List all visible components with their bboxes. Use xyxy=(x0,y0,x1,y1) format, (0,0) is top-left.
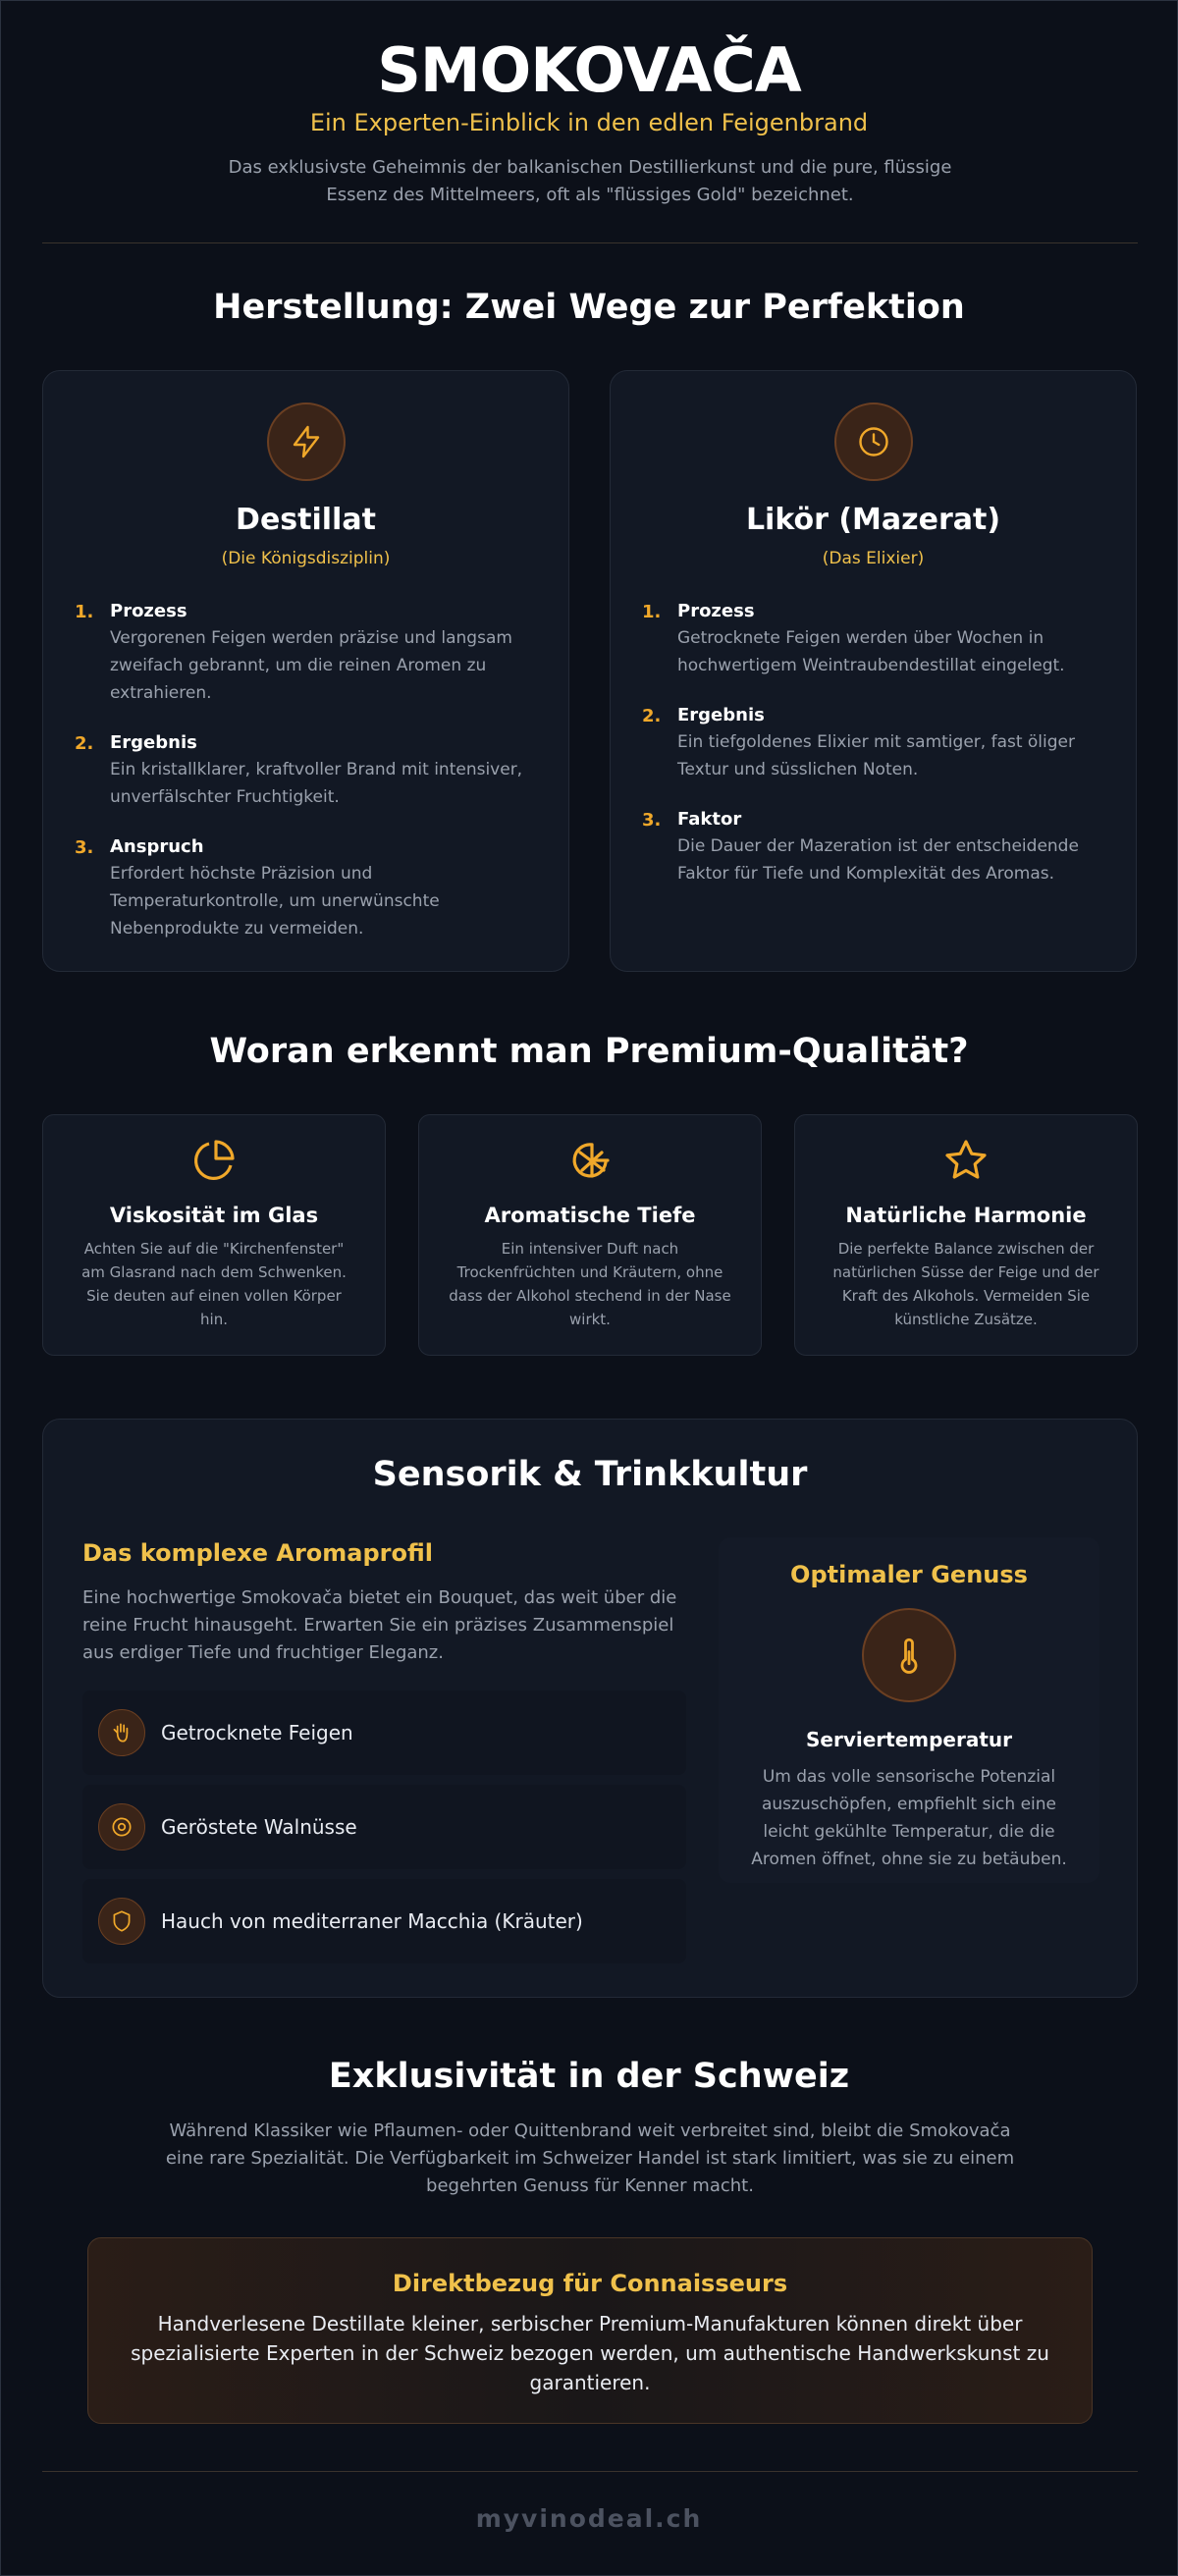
quality-card-title: Aromatische Tiefe xyxy=(484,1204,696,1227)
switzerland-title: Exklusivität in der Schweiz xyxy=(328,2057,850,2096)
step-item xyxy=(75,834,541,942)
quality-card-title: Viskosität im Glas xyxy=(109,1204,319,1227)
step-text: Ein kristallklarer, kraftvoller Brand mit intensiver, unverfälschter Fruchtigkeit. xyxy=(110,760,523,807)
hand-icon xyxy=(98,1709,145,1756)
step-item xyxy=(75,599,541,707)
step-heading: Anspruch xyxy=(110,836,204,857)
pie-chart-icon xyxy=(190,1137,238,1188)
quality-card-text: Achten Sie auf die "Kirchenfenster" am Glasrand nach dem Schwenken. Sie deuten auf einen vollen Körper hin. xyxy=(81,1240,347,1328)
production-card-title: Destillat xyxy=(236,503,376,537)
quality-card-text: Ein intensiver Duft nach Trockenfrüchten und Kräutern, ohne dass der Alkohol stechend in der Nase wirkt. xyxy=(449,1240,731,1328)
direct-purchase-title: Direktbezug für Connaisseurs xyxy=(392,2270,788,2297)
serving-temperature-text: Um das volle sensorische Potenzial auszuschöpfen, empfiehlt sich eine leicht gekühlte Temperatur, die die Aromen öffnet, ohne sie zu betäuben. xyxy=(751,1767,1067,1869)
thermometer-icon xyxy=(862,1608,956,1702)
aroma-text: Eine hochwertige Smokovača bietet ein Bouquet, das weit über die reine Frucht hinausgeht. Erwarten Sie ein präzises Zusammenspiel aus erdiger Tiefe und fruchtiger Eleganz. xyxy=(82,1587,677,1663)
lightning-icon xyxy=(267,402,346,481)
step-number: 1. xyxy=(75,602,94,622)
clock-icon xyxy=(834,402,913,481)
aroma-note xyxy=(82,1879,686,1963)
step-item xyxy=(75,730,541,811)
quality-title: Woran erkennt man Premium-Qualität? xyxy=(209,1032,969,1071)
step-number: 2. xyxy=(642,706,662,726)
step-number: 3. xyxy=(75,837,94,858)
aroma-note xyxy=(82,1785,686,1869)
switzerland-text: Während Klassiker wie Pflaumen- oder Quittenbrand weit verbreitet sind, bleibt die Smokovača eine rare Spezialität. Die Verfügbarkeit im Schweizer Handel ist stark limitiert, was sie zu einem begehrten Genuss für Kenner macht. xyxy=(165,2120,1015,2196)
production-card-destillat xyxy=(42,370,569,972)
serving-temperature-label: Serviertemperatur xyxy=(805,1728,1013,1751)
steps-list xyxy=(75,599,541,966)
shield-icon xyxy=(98,1898,145,1945)
quality-card-title: Natürliche Harmonie xyxy=(845,1204,1087,1227)
step-heading: Ergebnis xyxy=(677,705,765,725)
direct-purchase-text: Handverlesene Destillate kleiner, serbischer Premium-Manufakturen können direkt über spezialisierte Experten in der Schweiz bezogen werden, um authentische Handwerkskunst zu garantieren. xyxy=(131,2312,1049,2394)
sensorik-panel xyxy=(42,1419,1138,1998)
aroma-note-label: Getrocknete Feigen xyxy=(161,1721,353,1744)
serving-box xyxy=(719,1537,1099,1883)
target-icon xyxy=(98,1803,145,1851)
page-title: SMOKOVAČA xyxy=(377,34,801,106)
production-title: Herstellung: Zwei Wege zur Perfektion xyxy=(213,288,965,327)
production-card-title: Likör (Mazerat) xyxy=(745,503,1001,537)
step-text: Getrocknete Feigen werden über Wochen in hochwertigem Weintraubendestillat eingelegt. xyxy=(677,628,1065,675)
step-item xyxy=(642,807,1108,887)
step-heading: Prozess xyxy=(677,601,755,621)
footer-brand[interactable]: myvinodeal.ch xyxy=(475,2504,703,2533)
aroma-icon xyxy=(566,1137,614,1188)
direct-purchase-box xyxy=(87,2237,1093,2424)
step-text: Vergorenen Feigen werden präzise und langsam zweifach gebrannt, um die reinen Aromen zu extrahieren. xyxy=(110,628,512,703)
quality-card-text: Die perfekte Balance zwischen der natürlichen Süsse der Feige und der Kraft des Alkohols. Vermeiden Sie künstliche Zusätze. xyxy=(832,1240,1099,1328)
step-text: Erfordert höchste Präzision und Temperaturkontrolle, um unerwünschte Nebenprodukte zu vermeiden. xyxy=(110,864,440,939)
footer-divider xyxy=(42,2471,1138,2472)
production-card-tag: (Die Königsdisziplin) xyxy=(221,549,391,568)
step-heading: Ergebnis xyxy=(110,732,197,753)
sensorik-title: Sensorik & Trinkkultur xyxy=(372,1455,808,1494)
step-number: 1. xyxy=(642,602,662,622)
step-number: 2. xyxy=(75,733,94,754)
production-card-tag: (Das Elixier) xyxy=(822,549,925,568)
quality-card-viscosity xyxy=(42,1114,386,1356)
aroma-note-label: Geröstete Walnüsse xyxy=(161,1815,357,1839)
step-number: 3. xyxy=(642,810,662,831)
production-card-likoer xyxy=(610,370,1137,972)
step-text: Ein tiefgoldenes Elixier mit samtiger, fast öliger Textur und süsslichen Noten. xyxy=(677,732,1075,779)
step-item xyxy=(642,599,1108,679)
header-divider xyxy=(42,242,1138,243)
aroma-note-label: Hauch von mediterraner Macchia (Kräuter) xyxy=(161,1909,583,1933)
step-item xyxy=(642,703,1108,783)
aroma-title: Das komplexe Aromaprofil xyxy=(82,1539,433,1567)
star-icon xyxy=(942,1137,990,1188)
step-heading: Faktor xyxy=(677,809,742,830)
quality-card-harmony xyxy=(794,1114,1138,1356)
step-heading: Prozess xyxy=(110,601,187,621)
serving-title: Optimaler Genuss xyxy=(790,1561,1028,1588)
step-text: Die Dauer der Mazeration ist der entscheidende Faktor für Tiefe und Komplexität des Aromas. xyxy=(677,836,1079,884)
quality-card-aroma xyxy=(418,1114,762,1356)
page-subtitle: Ein Experten-Einblick in den edlen Feigenbrand xyxy=(309,109,869,136)
aroma-note xyxy=(82,1690,686,1775)
steps-list xyxy=(642,599,1108,911)
intro-text: Das exklusivste Geheimnis der balkanischen Destillierkunst und die pure, flüssige Essenz des Mittelmeers, oft als "flüssiges Gold" bezeichnet. xyxy=(228,157,952,205)
